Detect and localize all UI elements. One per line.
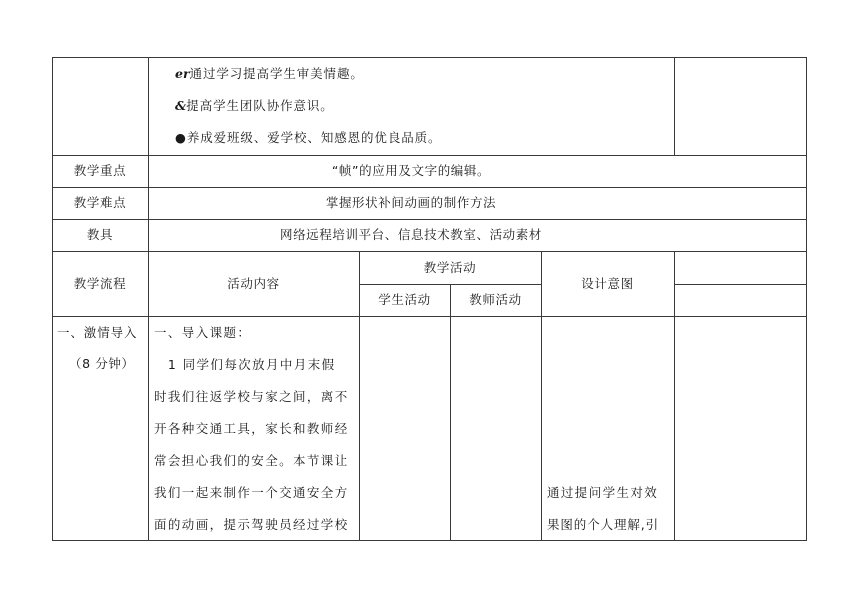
content-line-3: 时我们往返学校与家之间，离不 [154, 389, 349, 404]
rule-after-difficulty [52, 219, 806, 220]
objective-3 [175, 130, 441, 146]
bullet-dot-glyph: ● [175, 130, 187, 145]
rule-after-objectives [52, 155, 806, 156]
objective-1 [175, 66, 364, 82]
rule-extra-col-lower [674, 251, 675, 541]
rule-after-tools [52, 251, 806, 252]
rule-after-focus [52, 187, 806, 188]
objective-3-text: 养成爱班级、爱学校、知感恩的优良品质。 [186, 130, 442, 145]
difficulty-value: 掌握形状补间动画的制作方法 [325, 195, 497, 210]
header-content: 活动内容 [227, 276, 280, 291]
bullet-ampersand-glyph: & [175, 98, 187, 113]
stage-duration: （8 分钟） [69, 356, 135, 371]
objective-1-text: 通过学习提高学生审美情趣。 [189, 66, 364, 81]
focus-label: 教学重点 [73, 163, 127, 178]
focus-value: “帧”的应用及文字的编辑。 [331, 163, 491, 178]
rule-header-mid-right [674, 284, 806, 285]
header-teacher: 教师活动 [469, 292, 522, 307]
header-student: 学生活动 [378, 292, 431, 307]
rule-extra-col [674, 57, 675, 155]
stage-name: 一、激情导入 [57, 325, 138, 340]
content-line-4: 开各种交通工具，家长和教师经 [154, 421, 349, 436]
rule-bottom [52, 540, 806, 541]
tools-label: 教具 [86, 227, 114, 242]
rule-label-col [148, 57, 149, 541]
tools-value: 网络远程培训平台、信息技术教室、活动素材 [279, 227, 542, 242]
content-line-7: 面的动画，提示驾驶员经过学校 [154, 517, 349, 532]
bullet-er-glyph: er [175, 66, 190, 81]
rule-top [52, 57, 806, 58]
intent-line-2: 果图的个人理解,引 [547, 517, 660, 532]
content-line-6: 我们一起来制作一个交通安全方 [154, 485, 349, 500]
rule-left [52, 57, 53, 541]
objective-2-text: 提高学生团队协作意识。 [186, 98, 334, 113]
content-line-2: 1 同学们每次放月中月末假 [154, 357, 336, 372]
rule-right [806, 57, 807, 541]
rule-after-header [52, 316, 806, 317]
header-flow: 教学流程 [73, 276, 127, 291]
intent-line-1: 通过提问学生对效 [547, 485, 659, 500]
header-activities: 教学活动 [423, 260, 477, 275]
objective-2 [175, 98, 334, 114]
rule-intent-col [541, 251, 542, 541]
header-intent: 设计意图 [581, 276, 634, 291]
difficulty-label: 教学难点 [73, 195, 127, 210]
rule-teacher-col [450, 284, 451, 541]
content-line-1: 一、导入课题： [154, 325, 252, 340]
content-line-5: 常会担心我们的安全。本节课让 [154, 453, 349, 468]
